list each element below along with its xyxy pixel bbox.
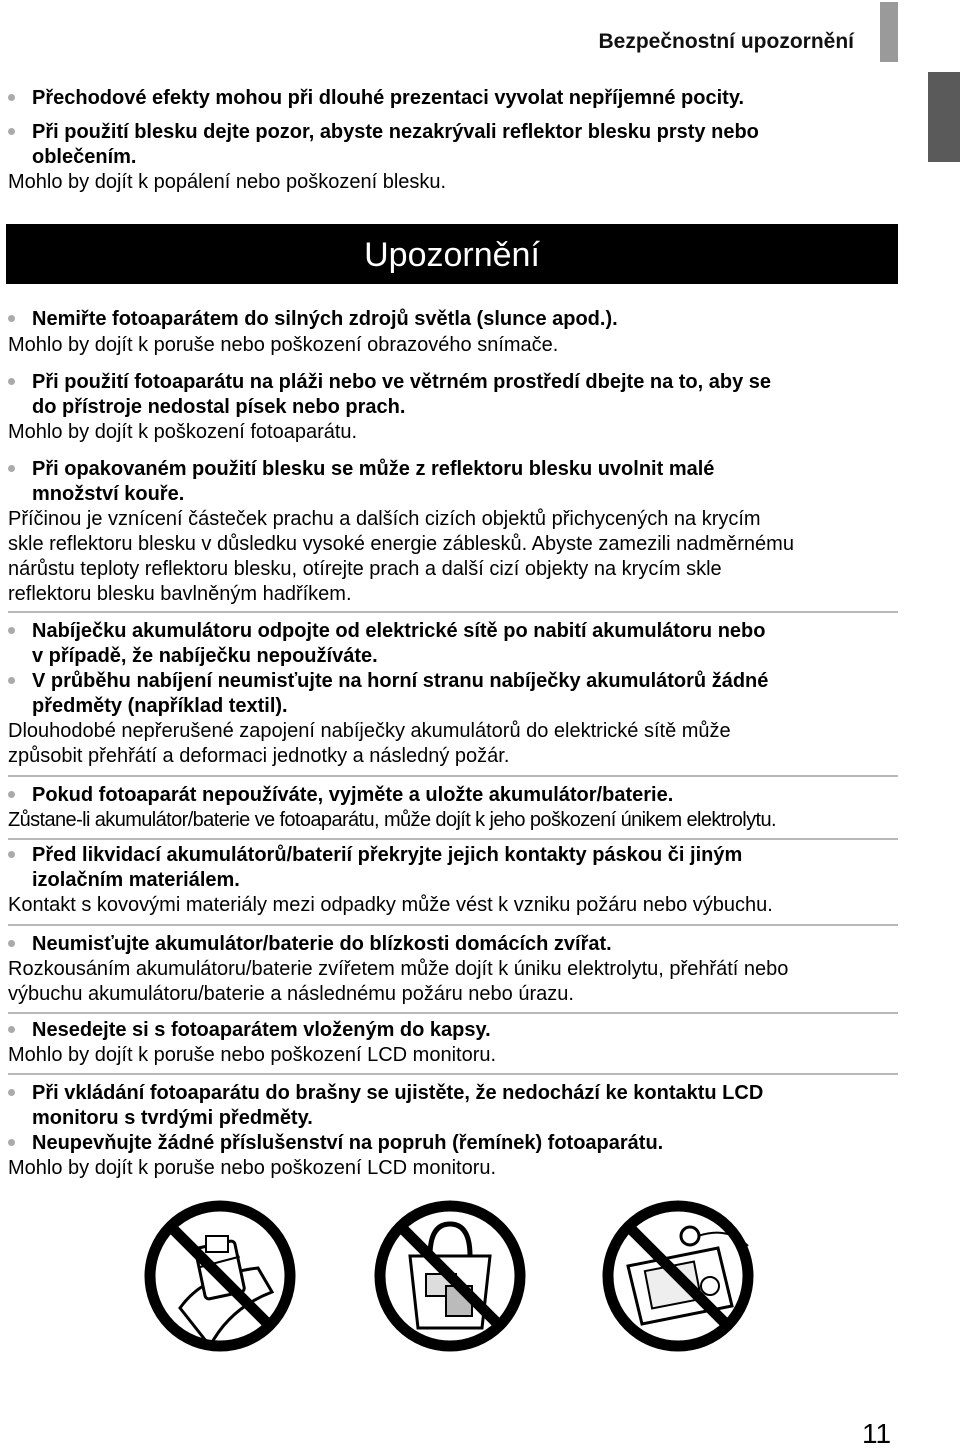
item-heading: Při opakovaném použití blesku se může z reflektoru blesku uvolnit malé: [32, 458, 715, 480]
bullet-icon: [8, 128, 15, 135]
no-strap-accessory-icon: [598, 1196, 758, 1361]
item-heading: Pokud fotoaparát nepoužíváte, vyjměte a uložte akumulátor/baterie.: [32, 784, 674, 806]
bullet-icon: [8, 851, 15, 858]
thumb-tab-top: [880, 2, 898, 62]
section-divider: [8, 838, 898, 840]
item-heading: v případě, že nabíječku nepoužíváte.: [32, 645, 378, 667]
section-divider: [8, 775, 898, 777]
caution-banner-title: Upozornění: [364, 236, 540, 274]
bullet-icon: [8, 677, 15, 684]
item-heading: Nemiřte fotoaparátem do silných zdrojů světla (slunce apod.).: [32, 308, 618, 330]
item-heading: Přechodové efekty mohou při dlouhé prezentaci vyvolat nepříjemné pocity.: [32, 87, 745, 109]
item-text: Zůstane-li akumulátor/baterie ve fotoaparátu, může dojít k jeho poškození únikem elektrolytu.: [8, 809, 776, 831]
bullet-icon: [8, 1089, 15, 1096]
thumb-tab-side: [928, 72, 960, 162]
item-heading: do přístroje nedostal písek nebo prach.: [32, 396, 406, 418]
bullet-icon: [8, 791, 15, 798]
item-text: Mohlo by dojít k popálení nebo poškození blesku.: [8, 171, 447, 193]
item-heading: množství kouře.: [32, 483, 185, 505]
section-divider: [8, 924, 898, 926]
item-text: výbuchu akumulátoru/baterie a následnému požáru nebo úrazu.: [8, 983, 574, 1005]
page-header-title: Bezpečnostní upozornění: [598, 30, 854, 53]
item-heading: předměty (například textil).: [32, 695, 288, 717]
section-divider: [8, 1012, 898, 1014]
item-text: Mohlo by dojít k poruše nebo poškození LCD monitoru.: [8, 1157, 497, 1179]
item-text: skle reflektoru blesku v důsledku vysoké energie záblesků. Abyste zamezili nadměrnému: [8, 533, 794, 555]
bullet-icon: [8, 315, 15, 322]
section-divider: [8, 611, 898, 613]
item-heading: Nesedejte si s fotoaparátem vloženým do kapsy.: [32, 1019, 491, 1041]
item-text: Mohlo by dojít k poruše nebo poškození LCD monitoru.: [8, 1044, 497, 1066]
item-text: Dlouhodobé nepřerušené zapojení nabíječky akumulátorů do elektrické sítě může: [8, 720, 731, 742]
bullet-icon: [8, 378, 15, 385]
item-heading: Neumisťujte akumulátor/baterie do blízkosti domácích zvířat.: [32, 933, 612, 955]
item-heading: oblečením.: [32, 146, 137, 168]
item-text: Rozkousáním akumulátoru/baterie zvířetem může dojít k úniku elektrolytu, přehřátí nebo: [8, 958, 789, 980]
item-text: Příčinou je vznícení částeček prachu a dalších cizích objektů přichycených na krycím: [8, 508, 761, 530]
item-text: způsobit přehřátí a deformaci jednotky a následný požár.: [8, 745, 510, 767]
bullet-icon: [8, 94, 15, 101]
no-pocket-icon: [140, 1196, 300, 1361]
caution-banner: [6, 224, 898, 284]
section-divider: [8, 1073, 898, 1075]
bullet-icon: [8, 940, 15, 947]
item-heading: izolačním materiálem.: [32, 869, 240, 891]
item-heading: Neupevňujte žádné příslušenství na popruh (řemínek) fotoaparátu.: [32, 1132, 664, 1154]
item-heading: Nabíječku akumulátoru odpojte od elektrické sítě po nabití akumulátoru nebo: [32, 620, 766, 642]
item-heading: Při použití blesku dejte pozor, abyste nezakrývali reflektor blesku prsty nebo: [32, 121, 759, 143]
bullet-icon: [8, 627, 15, 634]
item-heading: V průběhu nabíjení neumisťujte na horní stranu nabíječky akumulátorů žádné: [32, 670, 769, 692]
page-number: 11: [862, 1418, 892, 1449]
bullet-icon: [8, 465, 15, 472]
no-bag-icon: [370, 1196, 530, 1361]
item-text: Kontakt s kovovými materiály mezi odpadky může vést k vzniku požáru nebo výbuchu.: [8, 894, 773, 916]
item-text: Mohlo by dojít k poškození fotoaparátu.: [8, 421, 358, 443]
item-heading: monitoru s tvrdými předměty.: [32, 1107, 313, 1129]
item-heading: Při použití fotoaparátu na pláži nebo ve větrném prostředí dbejte na to, aby se: [32, 371, 772, 393]
bullet-icon: [8, 1026, 15, 1033]
item-heading: Před likvidací akumulátorů/baterií překryjte jejich kontakty páskou či jiným: [32, 844, 743, 866]
item-text: reflektoru blesku bavlněným hadříkem.: [8, 583, 352, 605]
item-heading: Při vkládání fotoaparátu do brašny se ujistěte, že nedochází ke kontaktu LCD: [32, 1082, 764, 1104]
item-text: Mohlo by dojít k poruše nebo poškození obrazového snímače.: [8, 334, 559, 356]
item-text: nárůstu teploty reflektoru blesku, otírejte prach a další cizí objekty na krycím skle: [8, 558, 722, 580]
bullet-icon: [8, 1139, 15, 1146]
